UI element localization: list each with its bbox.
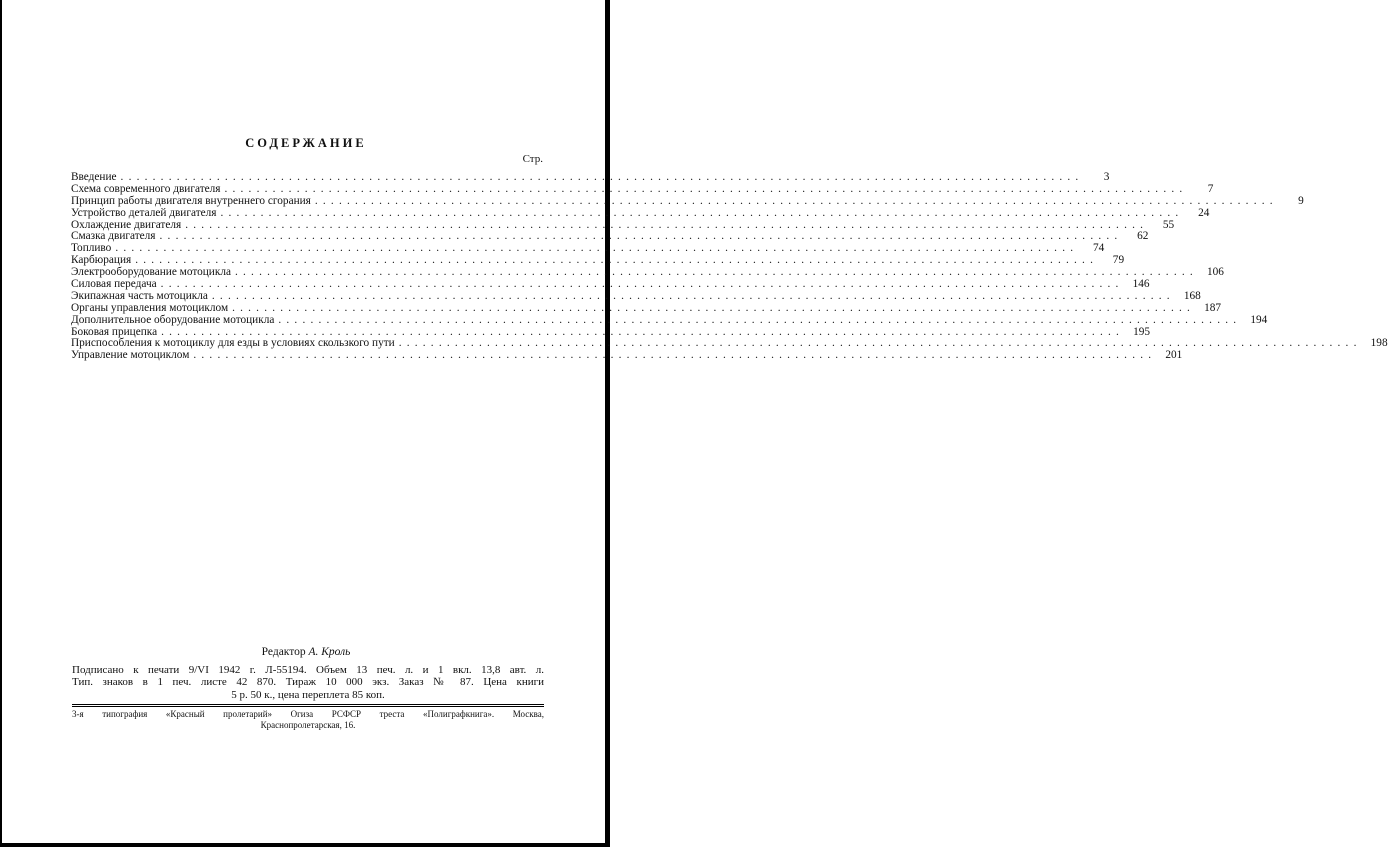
toc-title: СОДЕРЖАНИЕ [245,136,367,150]
toc-entry [71,313,1268,327]
toc-entry-label: Электрооборудование мотоцикла [71,266,231,279]
toc-entry-page: 106 [1206,266,1224,279]
toc-entry-page: 195 [1133,325,1151,338]
toc-entry-page: 187 [1204,301,1222,314]
imprint-block [72,664,544,701]
toc-entry-page: 24 [1198,206,1210,219]
toc-leader-dots: ........................................................................................................................ [235,266,1198,279]
toc-leader-dots: ........................................................................................................................ [278,313,1242,326]
toc-entry-label: Схема современного двигателя [71,182,221,195]
toc-entry-page: 168 [1183,289,1201,302]
toc-entry-label: Топливо [71,242,112,255]
page-frame-left-edge [0,0,2,846]
toc-entry-label: Силовая передача [71,278,157,291]
imprint-line-3: 5 р. 50 к., цена переплета 85 коп. [231,688,385,701]
toc-entry-page: 9 [1298,194,1304,207]
toc-entry-label: Органы управления мотоциклом [71,301,229,314]
toc-leader-dots: ........................................................................................................................ [135,254,1099,267]
toc-entry-page: 3 [1103,171,1110,183]
toc-entry-page: 201 [1165,349,1183,362]
editor-credit [0,646,612,658]
imprint-line-1: Подписано к печати 9/VI 1942 г. Л-55194. Объем 13 печ. л. и 1 вкл. 13,8 авт. л. [72,664,544,676]
editor-name: А. Кроль [308,646,351,658]
toc-leader-dots: ........................................................................................................................ [232,301,1196,314]
toc-entry-page: 146 [1132,278,1150,291]
divider-rule-bottom [72,706,544,707]
toc-entry [71,289,1201,303]
toc-entry-label: Охлаждение двигателя [71,218,182,231]
toc-page-header: Стр. [522,153,543,165]
toc-entry-page: 7 [1207,182,1214,195]
toc-leader-dots: ........................................................................................................................ [211,289,1175,302]
toc-entry-label: Дополнительное оборудование мотоцикла [71,313,275,326]
imprint-line-2: Тип. знаков в 1 печ. листе 42 870. Тираж 10 000 экз. Заказ № 87. Цена книги [72,676,544,689]
toc-entry-page: 62 [1137,230,1149,243]
toc-leader-dots: ........................................................................................................................ [185,218,1149,231]
toc-leader-dots: ........................................................................................................................ [159,230,1123,243]
printer-line-2: Краснопролетарская, 16. [260,720,356,730]
toc-leader-dots: ........................................................................................................................ [161,325,1125,338]
toc-entry [71,301,1222,315]
toc-leader-dots: ........................................................................................................................ [120,171,1084,183]
toc-entry-page: 198 [1370,337,1388,350]
divider-rule-top [72,704,544,705]
toc-entry-label: Устройство деталей двигателя [71,206,217,219]
toc-entry-label: Смазка двигателя [71,230,156,243]
toc-entry-label: Приспособления к мотоциклу для езды в условиях скользкого пути [71,337,395,350]
toc-entry-page: 79 [1112,254,1125,267]
toc-entry-page: 194 [1250,313,1268,326]
toc-entry-label: Экипажная часть мотоцикла [71,289,208,302]
toc-entry-label: Боковая прицепка [71,325,158,338]
toc-entry-page: 55 [1162,218,1175,231]
toc-leader-dots: ........................................................................................................................ [115,242,1079,255]
table-of-contents [71,171,1388,362]
toc-entry-label: Принцип работы двигателя внутреннего сгорания [71,194,311,207]
toc-leader-dots: ........................................................................................................................ [160,278,1124,291]
toc-leader-dots: ........................................................................................................................ [193,349,1157,362]
toc-leader-dots: ........................................................................................................................ [220,206,1184,219]
toc-entry-label: Управление мотоциклом [71,349,190,362]
toc-entry-page: 74 [1092,242,1105,255]
editor-prefix: Редактор [261,646,306,658]
toc-entry-label: Введение [71,171,117,183]
toc-entry [71,194,1304,208]
toc-leader-dots: ........................................................................................................................ [314,194,1278,207]
printer-line-1: 3-я типография «Красный пролетарий» Огиза РСФСР треста «Полиграфкнига». Москва, [72,709,544,719]
toc-entry [71,349,1183,362]
toc-leader-dots: ........................................................................................................................ [398,337,1362,350]
toc-leader-dots: ........................................................................................................................ [224,182,1188,195]
toc-entry [71,182,1214,196]
toc-entry-label: Карбюрация [71,254,132,267]
toc-entry [71,206,1210,220]
printer-block [72,709,544,731]
